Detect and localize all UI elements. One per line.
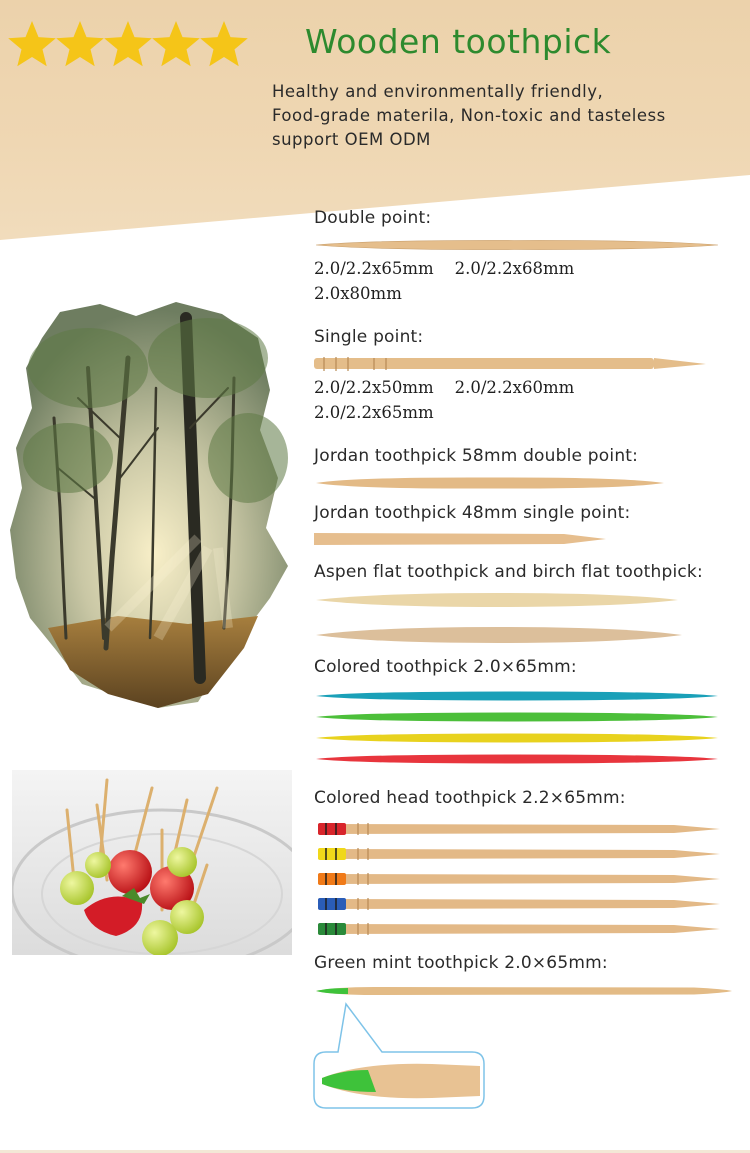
double-point-sizes-2 bbox=[314, 284, 402, 303]
label-double-point: Double point: bbox=[314, 208, 432, 228]
intro-line: Food-grade materila, Non-toxic and tasteless bbox=[272, 106, 666, 125]
size-value: 2.0x80mm bbox=[314, 284, 402, 303]
green-mint-zoom-callout bbox=[312, 1000, 488, 1116]
size-value: 2.0/2.2x60mm bbox=[454, 378, 575, 397]
jordan-48-toothpick bbox=[314, 531, 608, 547]
intro-line: Healthy and environmentally friendly, bbox=[272, 82, 604, 101]
double-point-toothpick bbox=[314, 239, 720, 251]
birch-flat-toothpick bbox=[314, 625, 684, 645]
label-colored-head: Colored head toothpick 2.2×65mm: bbox=[314, 788, 626, 808]
size-value: 2.0/2.2x65mm bbox=[314, 259, 434, 278]
colored-toothpick bbox=[316, 692, 718, 701]
forest-image bbox=[8, 298, 298, 714]
star-icon bbox=[56, 21, 104, 66]
size-value: 2.0/2.2x50mm bbox=[314, 378, 434, 397]
colored-toothpick bbox=[316, 755, 718, 764]
size-value: 2.0/2.2x65mm bbox=[314, 403, 434, 422]
colored-toothpick bbox=[316, 734, 718, 743]
green-mint-toothpick bbox=[314, 985, 734, 997]
size-value: 2.0/2.2x68mm bbox=[454, 259, 575, 278]
label-jordan-48: Jordan toothpick 48mm single point: bbox=[314, 503, 631, 523]
colored-head-toothpick bbox=[318, 898, 720, 910]
label-jordan-58: Jordan toothpick 58mm double point: bbox=[314, 446, 639, 466]
colored-head-toothpick bbox=[318, 923, 720, 935]
single-point-sizes-2 bbox=[314, 403, 434, 422]
intro-text bbox=[272, 80, 666, 152]
star-icon bbox=[152, 21, 200, 66]
jordan-58-toothpick bbox=[314, 476, 666, 490]
star-icon bbox=[8, 21, 56, 66]
star-icon bbox=[200, 21, 248, 66]
aspen-flat-toothpick bbox=[314, 591, 680, 609]
label-flat: Aspen flat toothpick and birch flat toothpick: bbox=[314, 562, 703, 582]
label-green-mint: Green mint toothpick 2.0×65mm: bbox=[314, 953, 608, 973]
single-point-sizes bbox=[314, 378, 574, 397]
label-single-point: Single point: bbox=[314, 327, 424, 347]
label-colored: Colored toothpick 2.0×65mm: bbox=[314, 657, 577, 677]
colored-head-toothpick bbox=[318, 848, 720, 860]
page-title: Wooden toothpick bbox=[305, 22, 612, 61]
fruit-toothpick-photo bbox=[12, 770, 292, 959]
intro-line: support OEM ODM bbox=[272, 130, 431, 149]
colored-head-toothpick bbox=[318, 823, 720, 835]
colored-head-toothpicks bbox=[314, 820, 724, 940]
colored-toothpicks bbox=[314, 689, 720, 769]
colored-head-toothpick bbox=[318, 873, 720, 885]
double-point-sizes bbox=[314, 259, 574, 278]
colored-toothpick bbox=[316, 713, 718, 722]
rating-stars bbox=[6, 18, 256, 72]
single-point-toothpick bbox=[314, 355, 708, 373]
star-icon bbox=[104, 21, 152, 66]
